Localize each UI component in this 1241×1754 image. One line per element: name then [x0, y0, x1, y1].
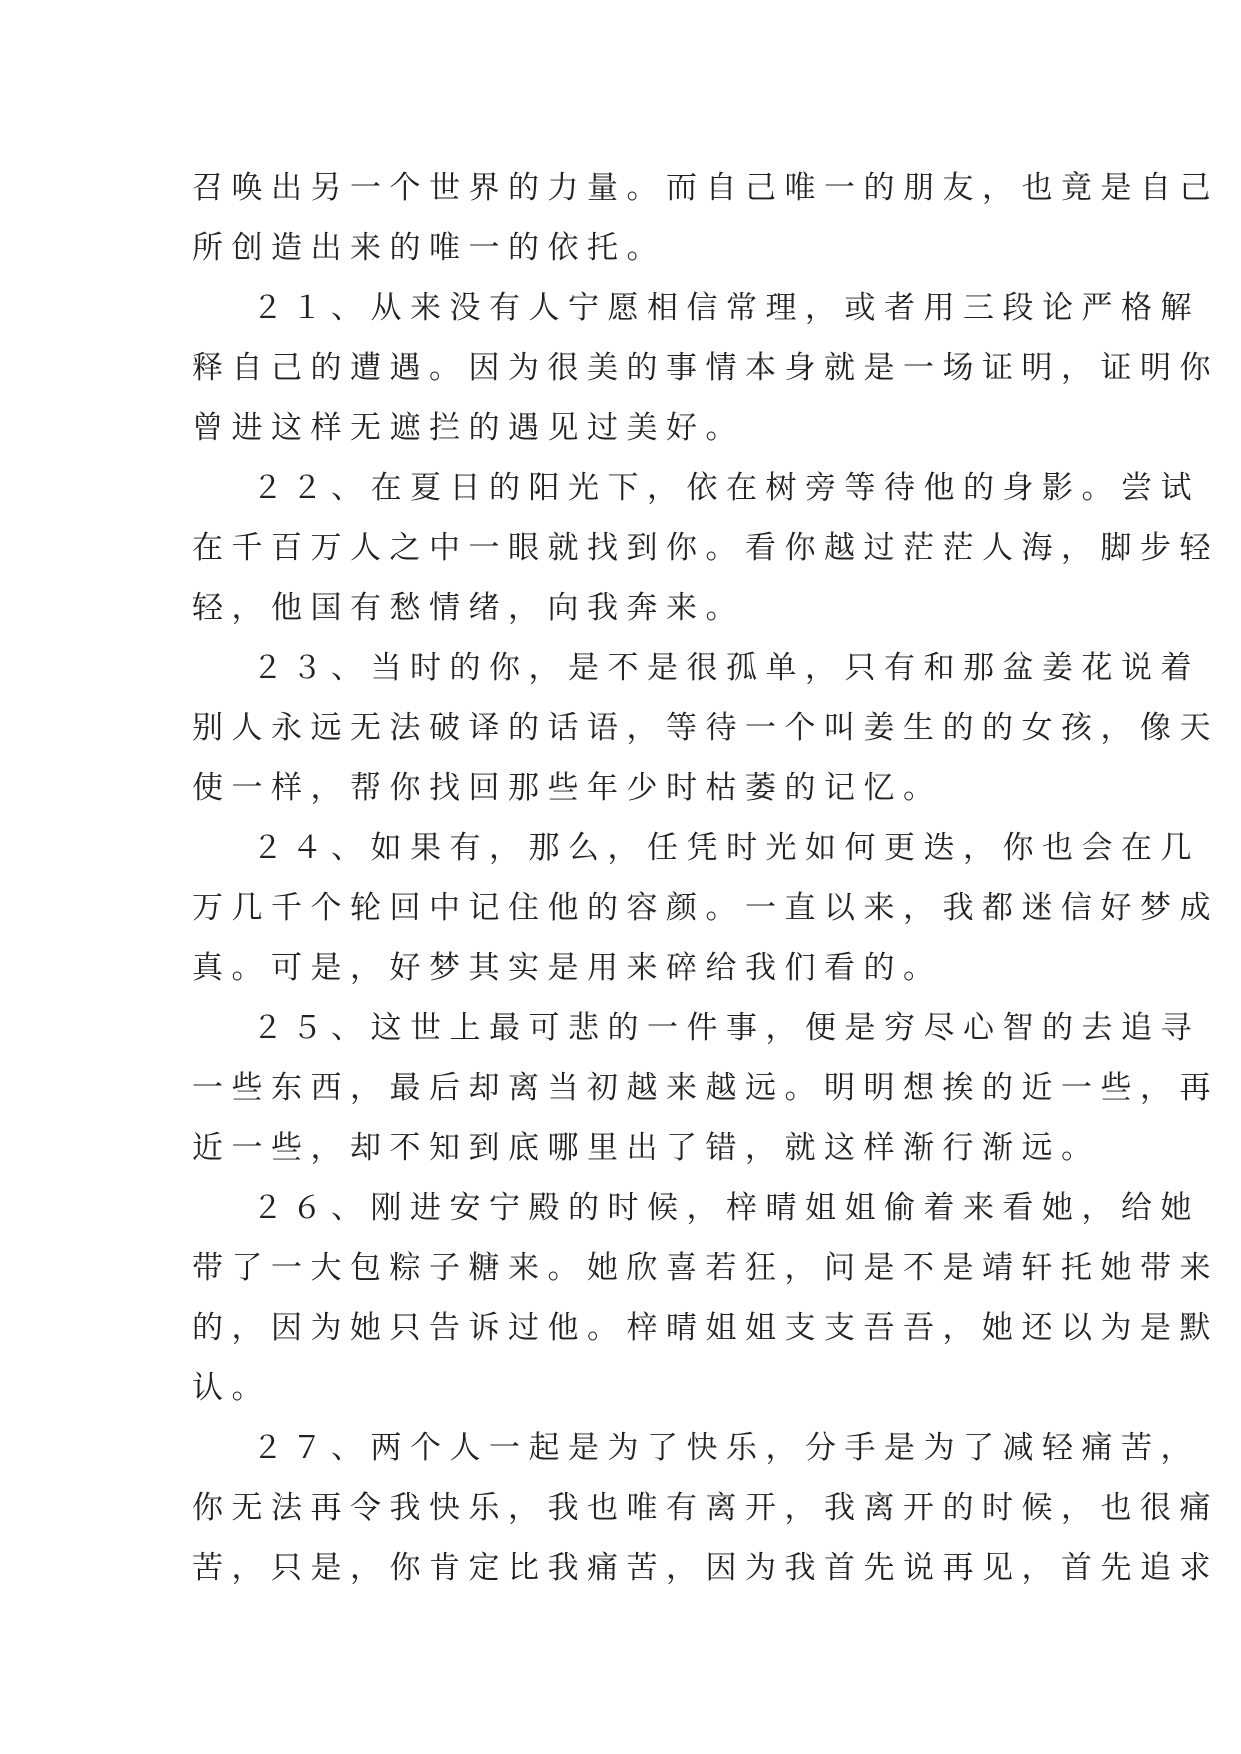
text-line: 近一些，却不知到底哪里出了错，就这样渐行渐远。	[192, 1130, 1101, 1166]
text-line: 使一样，帮你找回那些年少时枯萎的记忆。	[192, 770, 943, 806]
text-line: 的，因为她只告诉过他。梓晴姐姐支支吾吾，她还以为是默	[192, 1310, 1219, 1346]
paragraph-22	[192, 458, 1219, 638]
text-line: ２２、在夏日的阳光下，依在树旁等待他的身影。尝试	[252, 470, 1200, 506]
text-line: 所创造出来的唯一的依托。	[192, 230, 666, 266]
paragraph-1	[192, 158, 1219, 278]
paragraph-25	[192, 998, 1219, 1178]
text-line: 带了一大包粽子糖来。她欣喜若狂，问是不是靖轩托她带来	[192, 1250, 1219, 1286]
paragraph-24	[192, 818, 1219, 998]
text-line: 释自己的遭遇。因为很美的事情本身就是一场证明，证明你	[192, 350, 1219, 386]
text-line: 轻，他国有愁情绪，向我奔来。	[192, 590, 745, 626]
text-line: 你无法再令我快乐，我也唯有离开，我离开的时候，也很痛	[192, 1490, 1219, 1526]
text-line: ２６、刚进安宁殿的时候，梓晴姐姐偷着来看她，给她	[252, 1190, 1200, 1226]
text-line: ２３、当时的你，是不是很孤单，只有和那盆姜花说着	[252, 650, 1200, 686]
document-body	[192, 158, 1219, 1598]
text-line: 在千百万人之中一眼就找到你。看你越过茫茫人海，脚步轻	[192, 530, 1219, 566]
text-line: ２５、这世上最可悲的一件事，便是穷尽心智的去追寻	[252, 1010, 1200, 1046]
text-line: ２４、如果有，那么，任凭时光如何更迭，你也会在几	[252, 830, 1200, 866]
text-line: 曾进这样无遮拦的遇见过美好。	[192, 410, 745, 446]
text-line: 真。可是，好梦其实是用来碎给我们看的。	[192, 950, 943, 986]
text-line: 苦，只是，你肯定比我痛苦，因为我首先说再见，首先追求	[192, 1550, 1219, 1586]
paragraph-26	[192, 1178, 1219, 1418]
text-line: 万几千个轮回中记住他的容颜。一直以来，我都迷信好梦成	[192, 890, 1219, 926]
paragraph-21	[192, 278, 1219, 458]
text-line: ２７、两个人一起是为了快乐，分手是为了减轻痛苦，	[252, 1430, 1200, 1466]
paragraph-27	[192, 1418, 1219, 1598]
paragraph-23	[192, 638, 1219, 818]
text-line: 认。	[192, 1370, 271, 1406]
text-line: 一些东西，最后却离当初越来越远。明明想挨的近一些，再	[192, 1070, 1219, 1106]
text-line: 召唤出另一个世界的力量。而自己唯一的朋友，也竟是自己	[192, 170, 1219, 206]
text-line: 别人永远无法破译的话语，等待一个叫姜生的的女孩，像天	[192, 710, 1219, 746]
text-line: ２１、从来没有人宁愿相信常理，或者用三段论严格解	[252, 290, 1200, 326]
